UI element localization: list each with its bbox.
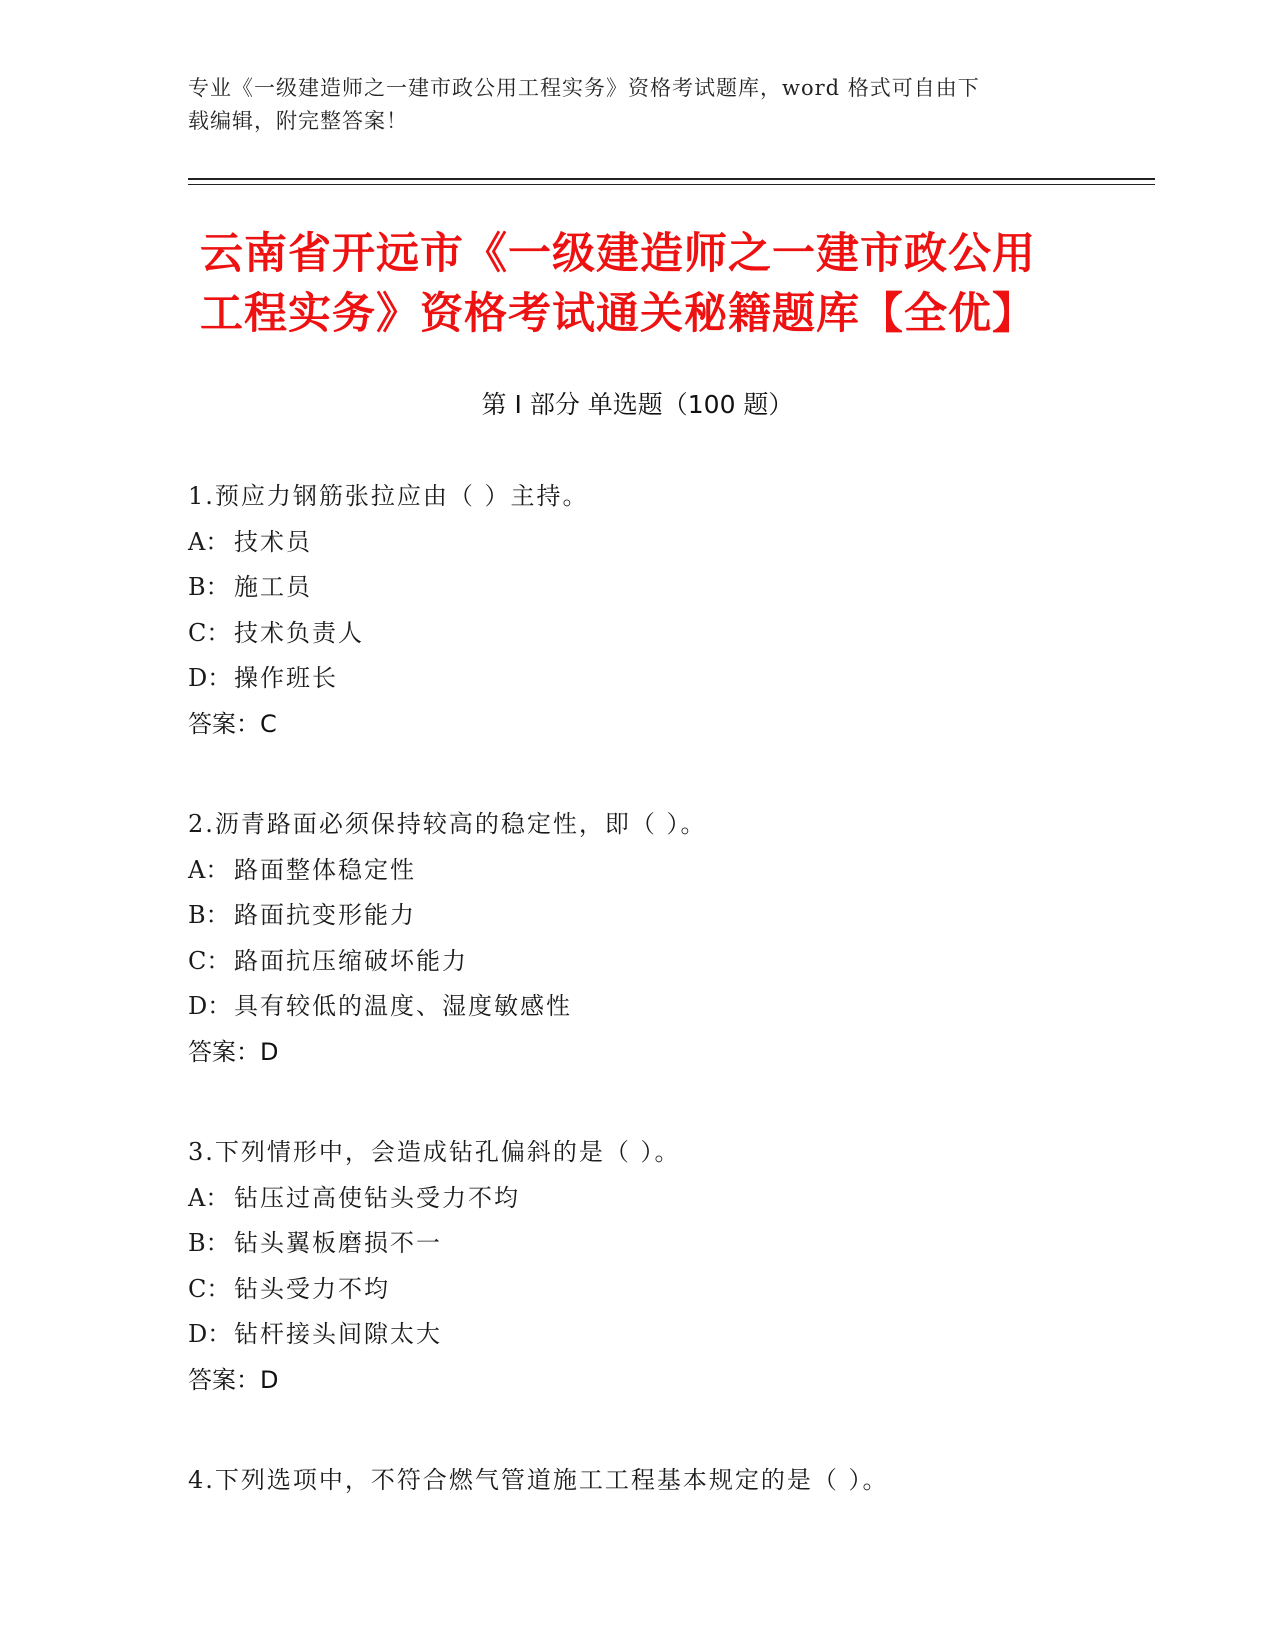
option-text: 路面整体稳定性 xyxy=(234,855,416,884)
section-heading: 第 I 部分 单选题（100 题） xyxy=(481,390,794,419)
answer-value: D xyxy=(260,1365,279,1394)
option-key: B： xyxy=(188,573,230,601)
option-c xyxy=(188,1267,1148,1313)
option-key: C： xyxy=(188,1274,231,1303)
question-text: 1.预应力钢筋张拉应由（ ）主持。 xyxy=(188,482,589,510)
option-key: D： xyxy=(188,992,232,1020)
option-key: C： xyxy=(188,946,231,975)
option-text: 钻头翼板磨损不一 xyxy=(234,1229,442,1257)
option-b xyxy=(188,565,1148,611)
option-text: 钻压过高使钻头受力不均 xyxy=(234,1183,520,1212)
option-text: 具有较低的温度、湿度敏感性 xyxy=(234,992,572,1020)
option-c xyxy=(188,939,1148,985)
answer-label: 答案： xyxy=(188,709,260,738)
option-d xyxy=(188,1312,1148,1358)
answer-label: 答案： xyxy=(188,1365,260,1394)
answer-line xyxy=(188,702,1148,748)
option-key: C： xyxy=(188,618,231,647)
option-d xyxy=(188,656,1148,702)
answer-line xyxy=(188,1030,1148,1076)
option-key: A： xyxy=(188,855,230,884)
question-4 xyxy=(188,1458,1148,1504)
option-a xyxy=(188,1176,1148,1222)
option-key: A： xyxy=(188,527,230,556)
answer-label: 答案： xyxy=(188,1037,260,1066)
option-text: 路面抗变形能力 xyxy=(234,901,416,929)
header-note-line-1: 专业《一级建造师之一建市政公用工程实务》资格考试题库，word 格式可自由下 xyxy=(188,76,980,100)
question-2 xyxy=(188,802,1148,1075)
option-key: A： xyxy=(188,1183,230,1212)
header-note-line-2: 载编辑，附完整答案！ xyxy=(188,109,408,133)
option-b xyxy=(188,893,1148,939)
header-divider-thick xyxy=(188,178,1155,180)
option-key: D： xyxy=(188,1320,232,1348)
answer-line xyxy=(188,1358,1148,1404)
option-text: 施工员 xyxy=(234,573,312,601)
option-text: 操作班长 xyxy=(234,664,338,692)
question-text: 2.沥青路面必须保持较高的稳定性，即（ ）。 xyxy=(188,810,707,838)
option-text: 钻头受力不均 xyxy=(234,1274,390,1303)
option-a xyxy=(188,848,1148,894)
document-title-line-2: 工程实务》资格考试通关秘籍题库【全优】 xyxy=(200,289,1036,339)
option-d xyxy=(188,984,1148,1030)
question-text: 3.下列情形中，会造成钻孔偏斜的是（ ）。 xyxy=(188,1138,681,1166)
option-key: B： xyxy=(188,1229,230,1257)
question-1 xyxy=(188,474,1148,747)
answer-value: D xyxy=(260,1037,279,1066)
option-key: B： xyxy=(188,901,230,929)
option-b xyxy=(188,1221,1148,1267)
option-text: 技术员 xyxy=(234,527,312,556)
option-key: D： xyxy=(188,664,232,692)
question-3 xyxy=(188,1130,1148,1403)
option-c xyxy=(188,611,1148,657)
document-title-line-1: 云南省开远市《一级建造师之一建市政公用 xyxy=(200,229,1036,279)
option-a xyxy=(188,520,1148,566)
option-text: 技术负责人 xyxy=(234,618,364,647)
header-divider-thin xyxy=(188,184,1155,185)
document-header-note xyxy=(188,72,1068,138)
question-list xyxy=(188,474,1148,1559)
option-text: 钻杆接头间隙太大 xyxy=(234,1320,442,1348)
document-title xyxy=(200,224,1100,344)
answer-value: C xyxy=(260,709,277,738)
question-text: 4.下列选项中，不符合燃气管道施工工程基本规定的是（ ）。 xyxy=(188,1466,889,1494)
option-text: 路面抗压缩破坏能力 xyxy=(234,946,468,975)
